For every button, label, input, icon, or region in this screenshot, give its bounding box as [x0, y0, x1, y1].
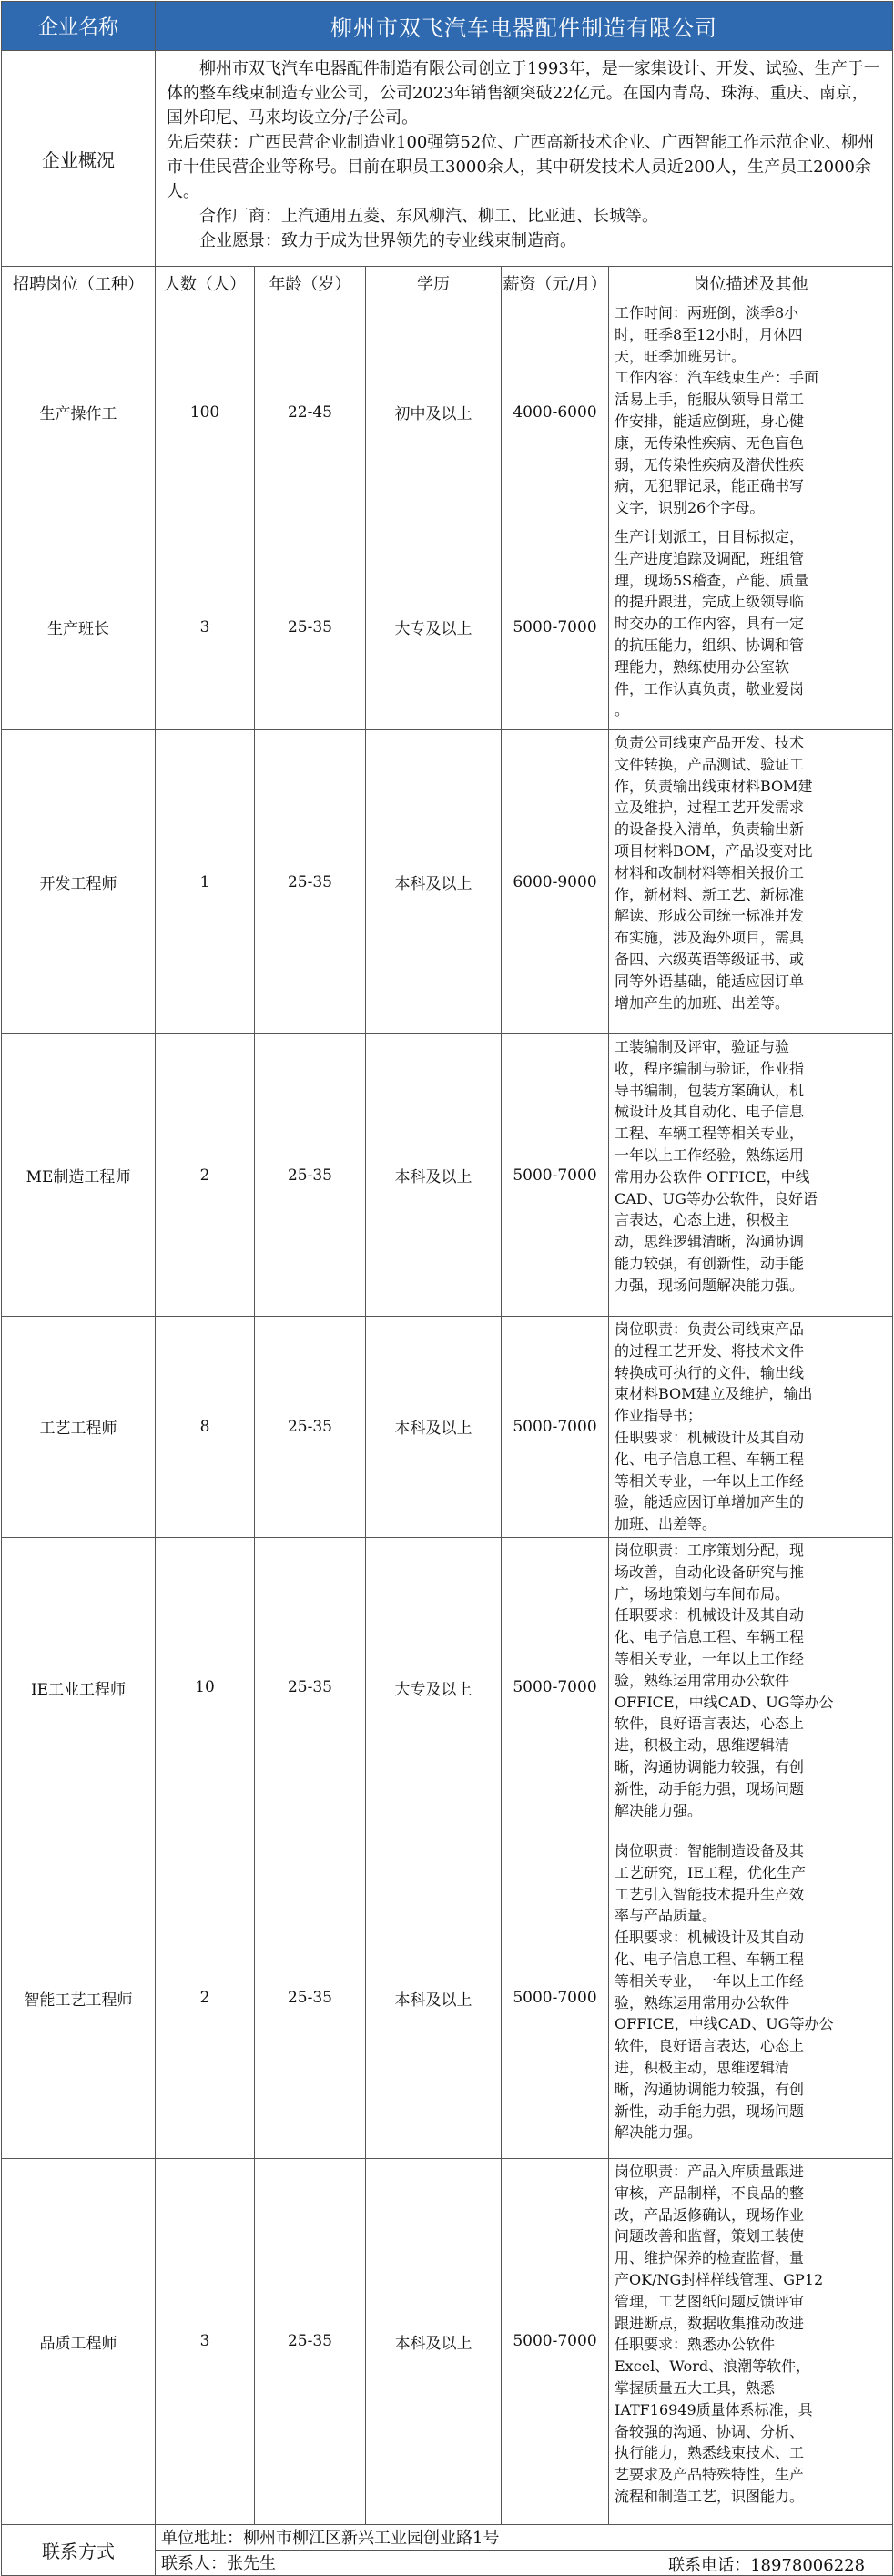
- job-education: 本科及以上: [366, 2158, 502, 2524]
- contact-person: 联系人：张先生: [161, 2554, 276, 2574]
- description-line: 备较强的沟通、协调、分析、: [615, 2422, 805, 2440]
- job-salary: 5000-7000: [502, 1034, 609, 1317]
- description-line: 问题改善和监督，策划工装使: [615, 2227, 805, 2245]
- description-line: 作业指导书；: [615, 1407, 703, 1425]
- description-line: 审核，产品制样，不良品的整: [615, 2184, 805, 2202]
- job-row: [2, 1838, 893, 2158]
- job-count: 3: [156, 2158, 255, 2524]
- description-line: 软件，良好语言表达，心态上: [615, 1715, 805, 1733]
- description-line: 艺要求及产品特殊特性，生产: [615, 2466, 805, 2484]
- job-count: 3: [156, 524, 255, 730]
- job-salary: 5000-7000: [502, 524, 609, 730]
- description-line: Excel、Word、浪潮等软件，: [615, 2357, 811, 2376]
- description-line: 理能力，熟练使用办公室软: [615, 657, 790, 676]
- description-line: 材料和改制材料等相关报价工: [615, 863, 805, 881]
- job-education: 初中及以上: [366, 300, 502, 524]
- description-line: 力强，现场问题解决能力强。: [615, 1276, 805, 1294]
- description-line: 生产进度追踪及调配，班组管: [615, 549, 805, 567]
- description-line: 作安排，能适应倒班，身心健: [615, 412, 805, 430]
- column-header-education: 学历: [366, 267, 502, 300]
- contact-phone: 联系电话：18978006228: [668, 2555, 866, 2575]
- description-line: CAD、UG等办公软件，良好语: [615, 1189, 818, 1207]
- description-line: 的提升跟进，完成上级领导临: [615, 593, 805, 611]
- job-age: 25-35: [255, 1317, 366, 1538]
- job-salary: 4000-6000: [502, 300, 609, 524]
- description-line: 化、电子信息工程、车辆工程: [615, 1450, 805, 1468]
- job-title: 生产操作工: [2, 300, 156, 524]
- job-title: ME制造工程师: [2, 1034, 156, 1317]
- job-title: 开发工程师: [2, 730, 156, 1034]
- description-line: 活易上手，能服从领导日常工: [615, 391, 805, 409]
- description-line: 转换成可执行的文件，输出线: [615, 1363, 805, 1381]
- description-line: 康，无传染性疾病、无色盲色: [615, 433, 805, 452]
- job-age: 22-45: [255, 300, 366, 524]
- description-line: 广，场地策划与车间布局。: [615, 1584, 790, 1603]
- job-count: 2: [156, 1034, 255, 1317]
- description-line: 新性，动手能力强，现场问题: [615, 2102, 805, 2120]
- job-age: 25-35: [255, 1034, 366, 1317]
- overview-paragraph-4: 企业愿景：致力于成为世界领先的专业线束制造商。: [199, 231, 576, 250]
- description-line: 的设备投入清单，负责输出新: [615, 820, 805, 839]
- job-education: 本科及以上: [366, 1838, 502, 2158]
- contact-row: [156, 2550, 893, 2575]
- description-line: 场改善，自动化设备研究与推: [615, 1563, 805, 1581]
- column-header-position: 招聘岗位（工种）: [2, 267, 156, 300]
- description-line: 言表达，心态上进，积极主: [615, 1211, 790, 1229]
- description-line: 岗位职责：工序策划分配，现: [615, 1541, 805, 1559]
- description-line: 一年以上工作经验，熟练运用: [615, 1145, 805, 1164]
- description-line: OFFICE，中线CAD、UG等办公: [615, 1693, 834, 1711]
- job-count: 100: [156, 300, 255, 524]
- overview-paragraph-2: 先后荣获：广西民营企业制造业100强第52位、广西高新技术企业、广西智能工作示范企业、柳州市十佳民营企业等称号。目前在职员工3000余人，其中研发技术人员近200人，生产员工2000余人。: [167, 133, 875, 201]
- description-line: 布实施，涉及海外项目，需具: [615, 929, 805, 947]
- job-description: [609, 1317, 893, 1538]
- job-description: [609, 300, 893, 524]
- job-salary: 5000-7000: [502, 2158, 609, 2524]
- job-salary: 5000-7000: [502, 1838, 609, 2158]
- description-line: 增加产生的加班、出差等。: [615, 993, 790, 1012]
- job-description: [609, 1537, 893, 1838]
- description-line: 生产计划派工，日目标拟定，: [615, 528, 805, 545]
- job-count: 1: [156, 730, 255, 1034]
- job-title: IE工业工程师: [2, 1537, 156, 1838]
- description-line: 同等外语基础，能适应因订单: [615, 972, 805, 990]
- description-line: 加班、出差等。: [615, 1515, 717, 1533]
- job-salary: 5000-7000: [502, 1317, 609, 1538]
- description-line: 进，积极主动，思维逻辑清: [615, 2058, 790, 2076]
- job-row: [2, 300, 893, 524]
- description-line: 能力较强，有创新性，动手能: [615, 1254, 805, 1272]
- description-line: 进，积极主动，思维逻辑清: [615, 1736, 790, 1755]
- description-line: 化、电子信息工程、车辆工程: [615, 1950, 805, 1968]
- description-line: 产OK/NG封样样线管理、GP12: [615, 2270, 824, 2288]
- job-age: 25-35: [255, 2158, 366, 2524]
- description-line: 工作内容：汽车线束生产：手面: [615, 369, 819, 387]
- job-salary: 6000-9000: [502, 730, 609, 1034]
- job-education: 大专及以上: [366, 1537, 502, 1838]
- column-header-row: [2, 267, 893, 300]
- description-line: 跟进断点，数据收集推动改进: [615, 2314, 805, 2332]
- description-line: 立及维护，过程工艺开发需求: [615, 799, 805, 817]
- description-line: 任职要求：机械设计及其自动: [615, 1428, 805, 1446]
- description-line: 文件转换，产品测试、验证工: [615, 755, 805, 773]
- description-line: 化、电子信息工程、车辆工程: [615, 1628, 805, 1646]
- column-header-salary: 薪资（元/月）: [502, 267, 609, 300]
- job-description: [609, 1034, 893, 1317]
- column-header-description: 岗位描述及其他: [609, 267, 893, 300]
- description-line: 率与产品质量。: [615, 1907, 717, 1925]
- job-row: [2, 1317, 893, 1538]
- description-line: 流程和制造工艺，识图能力。: [615, 2487, 805, 2505]
- description-line: 时，旺季8至12小时，月休四: [615, 325, 803, 343]
- description-line: OFFICE，中线CAD、UG等办公: [615, 2015, 834, 2033]
- description-line: 任职要求：机械设计及其自动: [615, 1606, 805, 1624]
- contact-address: 单位地址：柳州市柳江区新兴工业园创业路1号: [156, 2524, 893, 2550]
- job-education: 本科及以上: [366, 730, 502, 1034]
- description-line: 的过程工艺开发、将技术文件: [615, 1341, 805, 1359]
- description-line: 晰，沟通协调能力较强，有创: [615, 2080, 805, 2098]
- job-row: [2, 2158, 893, 2524]
- description-line: 解读、形成公司统一标准并发: [615, 907, 805, 925]
- job-count: 10: [156, 1537, 255, 1838]
- description-line: 掌握质量五大工具，熟悉: [615, 2378, 776, 2397]
- job-row: [2, 730, 893, 1034]
- description-line: 动，思维逻辑清晰，沟通协调: [615, 1233, 805, 1251]
- job-education: 大专及以上: [366, 524, 502, 730]
- description-line: 等相关专业，一年以上工作经: [615, 1971, 805, 1990]
- job-description: [609, 524, 893, 730]
- contact-label: 联系方式: [2, 2524, 156, 2575]
- column-header-count: 人数（人）: [156, 267, 255, 300]
- description-line: 时交办的工作内容，具有一定: [615, 615, 805, 633]
- description-line: 文字，识别26个字母。: [615, 499, 765, 517]
- company-overview: [156, 51, 893, 267]
- job-row: [2, 1537, 893, 1838]
- job-age: 25-35: [255, 1537, 366, 1838]
- description-line: IATF16949质量体系标准，具: [615, 2400, 813, 2418]
- description-line: 收，程序编制与验证，作业指: [615, 1059, 805, 1077]
- description-line: 工艺研究，IE工程，优化生产: [615, 1863, 807, 1881]
- description-line: 验，熟练运用常用办公软件: [615, 1671, 790, 1689]
- overview-paragraph-3: 合作厂商：上汽通用五菱、东风柳汽、柳工、比亚迪、长城等。: [199, 207, 658, 226]
- company-name: 柳州市双飞汽车电器配件制造有限公司: [156, 2, 893, 51]
- description-line: 作，新材料、新工艺、新标准: [615, 885, 805, 903]
- job-row: [2, 1034, 893, 1317]
- description-line: 用、维护保养的检查监督，量: [615, 2249, 805, 2267]
- job-row: [2, 524, 893, 730]
- description-line: 解决能力强。: [615, 1801, 703, 1819]
- description-line: 械设计及其自动化、电子信息: [615, 1103, 805, 1121]
- description-line: 天，旺季加班另计。: [615, 347, 747, 365]
- description-line: 工装编制及评审，验证与验: [615, 1038, 790, 1055]
- overview-label: 企业概况: [2, 51, 156, 267]
- description-line: 验，熟练运用常用办公软件: [615, 1993, 790, 2011]
- job-description: [609, 730, 893, 1034]
- description-line: 任职要求：机械设计及其自动: [615, 1929, 805, 1947]
- job-description: [609, 2158, 893, 2524]
- description-line: 验，能适应因订单增加产生的: [615, 1493, 805, 1512]
- overview-paragraph-1: 柳州市双飞汽车电器配件制造有限公司创立于1993年，是一家集设计、开发、试验、生产于一体的整车线束制造专业公司，公司2023年销售额突破22亿元。在国内青岛、珠海、重庆、南京，国外印尼、马来均设立分/子公司。: [167, 59, 880, 127]
- description-line: 工艺引入智能技术提升生产效: [615, 1885, 805, 1903]
- description-line: 岗位职责：负责公司线束产品: [615, 1320, 805, 1338]
- description-line: 。: [615, 701, 630, 719]
- description-line: 工程、车辆工程等相关专业，: [615, 1125, 805, 1143]
- description-line: 改，产品返修确认，现场作业: [615, 2205, 805, 2224]
- description-line: 等相关专业，一年以上工作经: [615, 1649, 805, 1667]
- job-age: 25-35: [255, 524, 366, 730]
- description-line: 项目材料BOM，产品设变对比: [615, 841, 813, 860]
- job-age: 25-35: [255, 730, 366, 1034]
- description-line: 病，无犯罪记录，能正确书写: [615, 477, 805, 495]
- description-line: 的抗压能力，组织、协调和管: [615, 636, 805, 654]
- description-line: 负责公司线束产品开发、技术: [615, 734, 805, 751]
- description-line: 等相关专业，一年以上工作经: [615, 1471, 805, 1490]
- description-line: 件，工作认真负责，敬业爱岗: [615, 679, 805, 697]
- job-title: 智能工艺工程师: [2, 1838, 156, 2158]
- job-title: 生产班长: [2, 524, 156, 730]
- description-line: 作，负责输出线束材料BOM建: [615, 777, 813, 795]
- description-line: 备四、六级英语等级证书、或: [615, 950, 805, 968]
- description-line: 岗位职责：产品入库质量跟进: [615, 2162, 805, 2180]
- description-line: 弱，无传染性疾病及潜伏性疾: [615, 455, 805, 473]
- description-line: 导书编制，包装方案确认，机: [615, 1081, 805, 1099]
- company-name-label: 企业名称: [2, 2, 156, 51]
- job-salary: 5000-7000: [502, 1537, 609, 1838]
- job-description: [609, 1838, 893, 2158]
- job-count: 8: [156, 1317, 255, 1538]
- job-count: 2: [156, 1838, 255, 2158]
- description-line: 工作时间：两班倒，淡季8小: [615, 304, 799, 321]
- description-line: 执行能力，熟悉线束技术、工: [615, 2444, 805, 2462]
- description-line: 管理，工艺图纸问题反馈评审: [615, 2292, 805, 2310]
- job-education: 本科及以上: [366, 1034, 502, 1317]
- description-line: 岗位职责：智能制造设备及其: [615, 1841, 805, 1859]
- job-title: 工艺工程师: [2, 1317, 156, 1538]
- job-education: 本科及以上: [366, 1317, 502, 1538]
- description-line: 理，现场5S稽查，产能、质量: [615, 571, 809, 589]
- description-line: 常用办公软件 OFFICE，中线: [615, 1167, 810, 1186]
- recruitment-table: [1, 1, 893, 2576]
- description-line: 晰，沟通协调能力较强，有创: [615, 1757, 805, 1776]
- description-line: 软件，良好语言表达，心态上: [615, 2037, 805, 2055]
- description-line: 束材料BOM建立及维护，输出: [615, 1385, 813, 1403]
- description-line: 任职要求：熟悉办公软件: [615, 2336, 776, 2354]
- job-title: 品质工程师: [2, 2158, 156, 2524]
- column-header-age: 年龄（岁）: [255, 267, 366, 300]
- description-line: 新性，动手能力强，现场问题: [615, 1779, 805, 1797]
- description-line: 解决能力强。: [615, 2123, 703, 2142]
- job-age: 25-35: [255, 1838, 366, 2158]
